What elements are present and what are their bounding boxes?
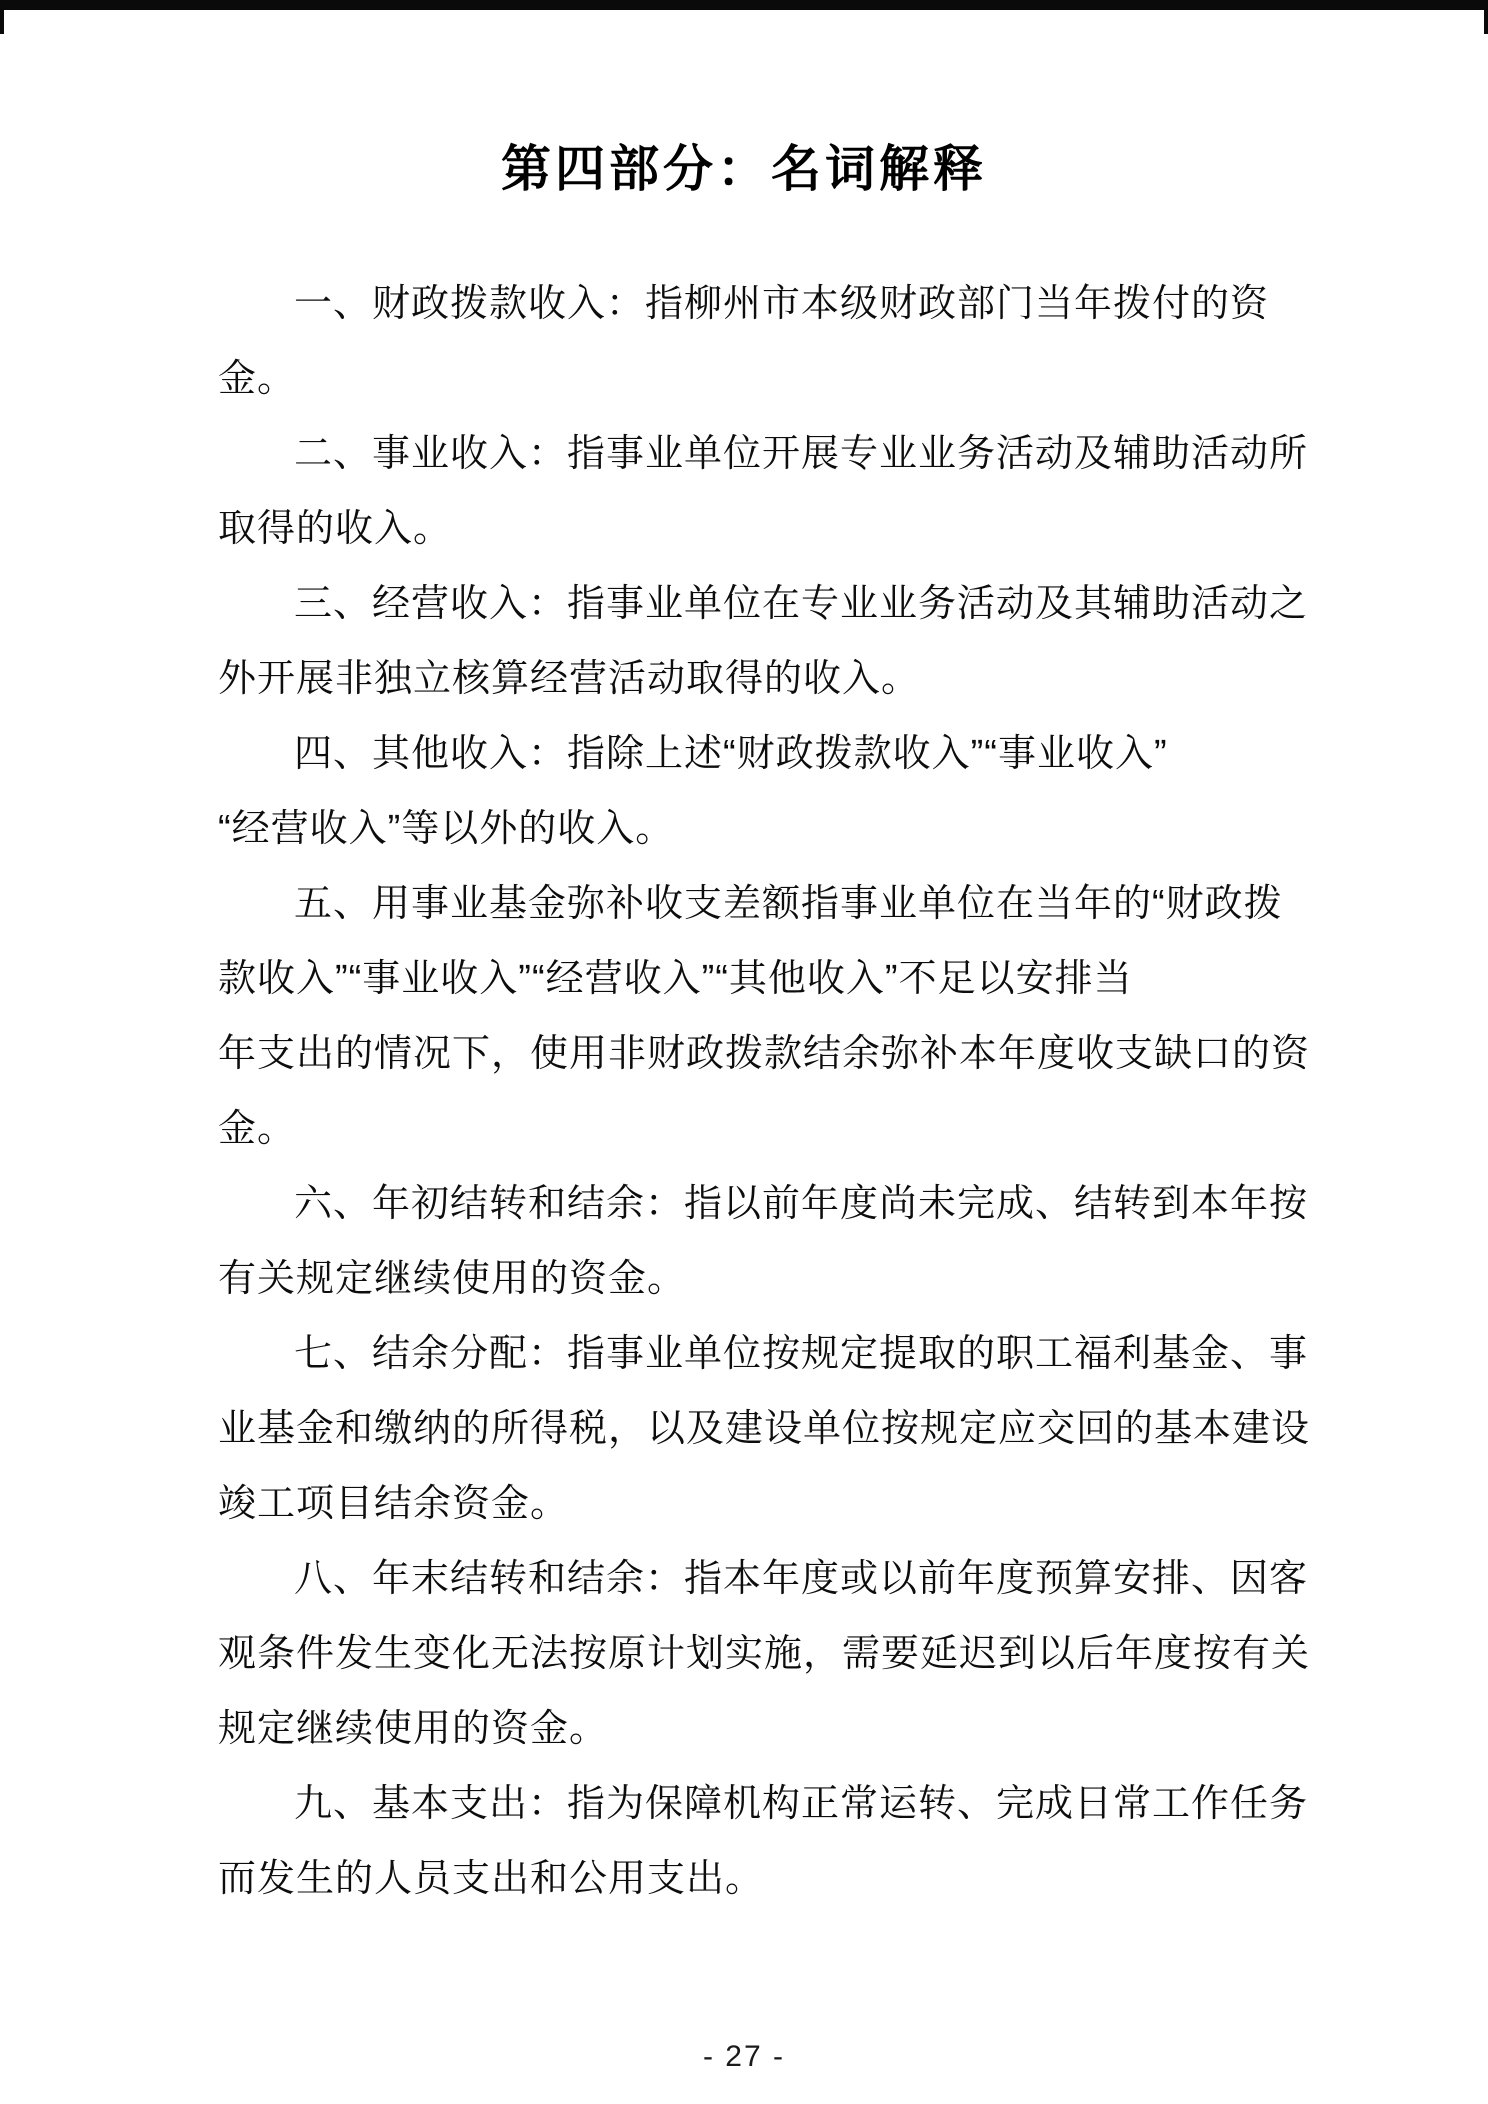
text-line: 年支出的情况下，使用非财政拨款结余弥补本年度收支缺口的资 <box>218 1033 1311 1075</box>
text-line: 七、结余分配：指事业单位按规定提取的职工福利基金、事 <box>294 1333 1309 1375</box>
page-title: 第四部分：名词解释 <box>501 140 987 197</box>
text-line: 有关规定继续使用的资金。 <box>218 1258 687 1300</box>
text-line: 金。 <box>218 358 297 400</box>
text-line: 五、用事业基金弥补收支差额指事业单位在当年的“财政拨 <box>294 883 1283 925</box>
scan-artifact-top-bar <box>0 0 1488 10</box>
scan-artifact-left-corner <box>0 0 4 34</box>
text-line: 规定继续使用的资金。 <box>218 1708 609 1750</box>
text-line: 金。 <box>218 1108 297 1150</box>
text-line: 观条件发生变化无法按原计划实施，需要延迟到以后年度按有关 <box>218 1633 1311 1675</box>
text-line: 六、年初结转和结余：指以前年度尚未完成、结转到本年按 <box>294 1183 1309 1225</box>
scan-artifact-right-corner <box>1484 0 1488 34</box>
text-line: “经营收入”等以外的收入。 <box>218 808 675 850</box>
text-line: 款收入”“事业收入”“经营收入”“其他收入”不足以安排当 <box>218 958 1133 1000</box>
text-line: 八、年末结转和结余：指本年度或以前年度预算安排、因客 <box>294 1558 1309 1600</box>
document-body <box>218 267 1311 1917</box>
text-line: 取得的收入。 <box>218 508 453 550</box>
text-line: 四、其他收入：指除上述“财政拨款收入”“事业收入” <box>294 733 1168 775</box>
text-line: 而发生的人员支出和公用支出。 <box>218 1858 765 1900</box>
text-line: 一、财政拨款收入：指柳州市本级财政部门当年拨付的资 <box>294 283 1270 325</box>
text-line: 三、经营收入：指事业单位在专业业务活动及其辅助活动之 <box>294 583 1309 625</box>
text-line: 九、基本支出：指为保障机构正常运转、完成日常工作任务 <box>294 1783 1309 1825</box>
text-line: 业基金和缴纳的所得税，以及建设单位按规定应交回的基本建设 <box>218 1408 1311 1450</box>
text-line: 二、事业收入：指事业单位开展专业业务活动及辅助活动所 <box>294 433 1309 475</box>
text-line: 竣工项目结余资金。 <box>218 1483 570 1525</box>
text-line: 外开展非独立核算经营活动取得的收入。 <box>218 658 921 700</box>
page-number: - 27 - <box>702 2040 786 2073</box>
